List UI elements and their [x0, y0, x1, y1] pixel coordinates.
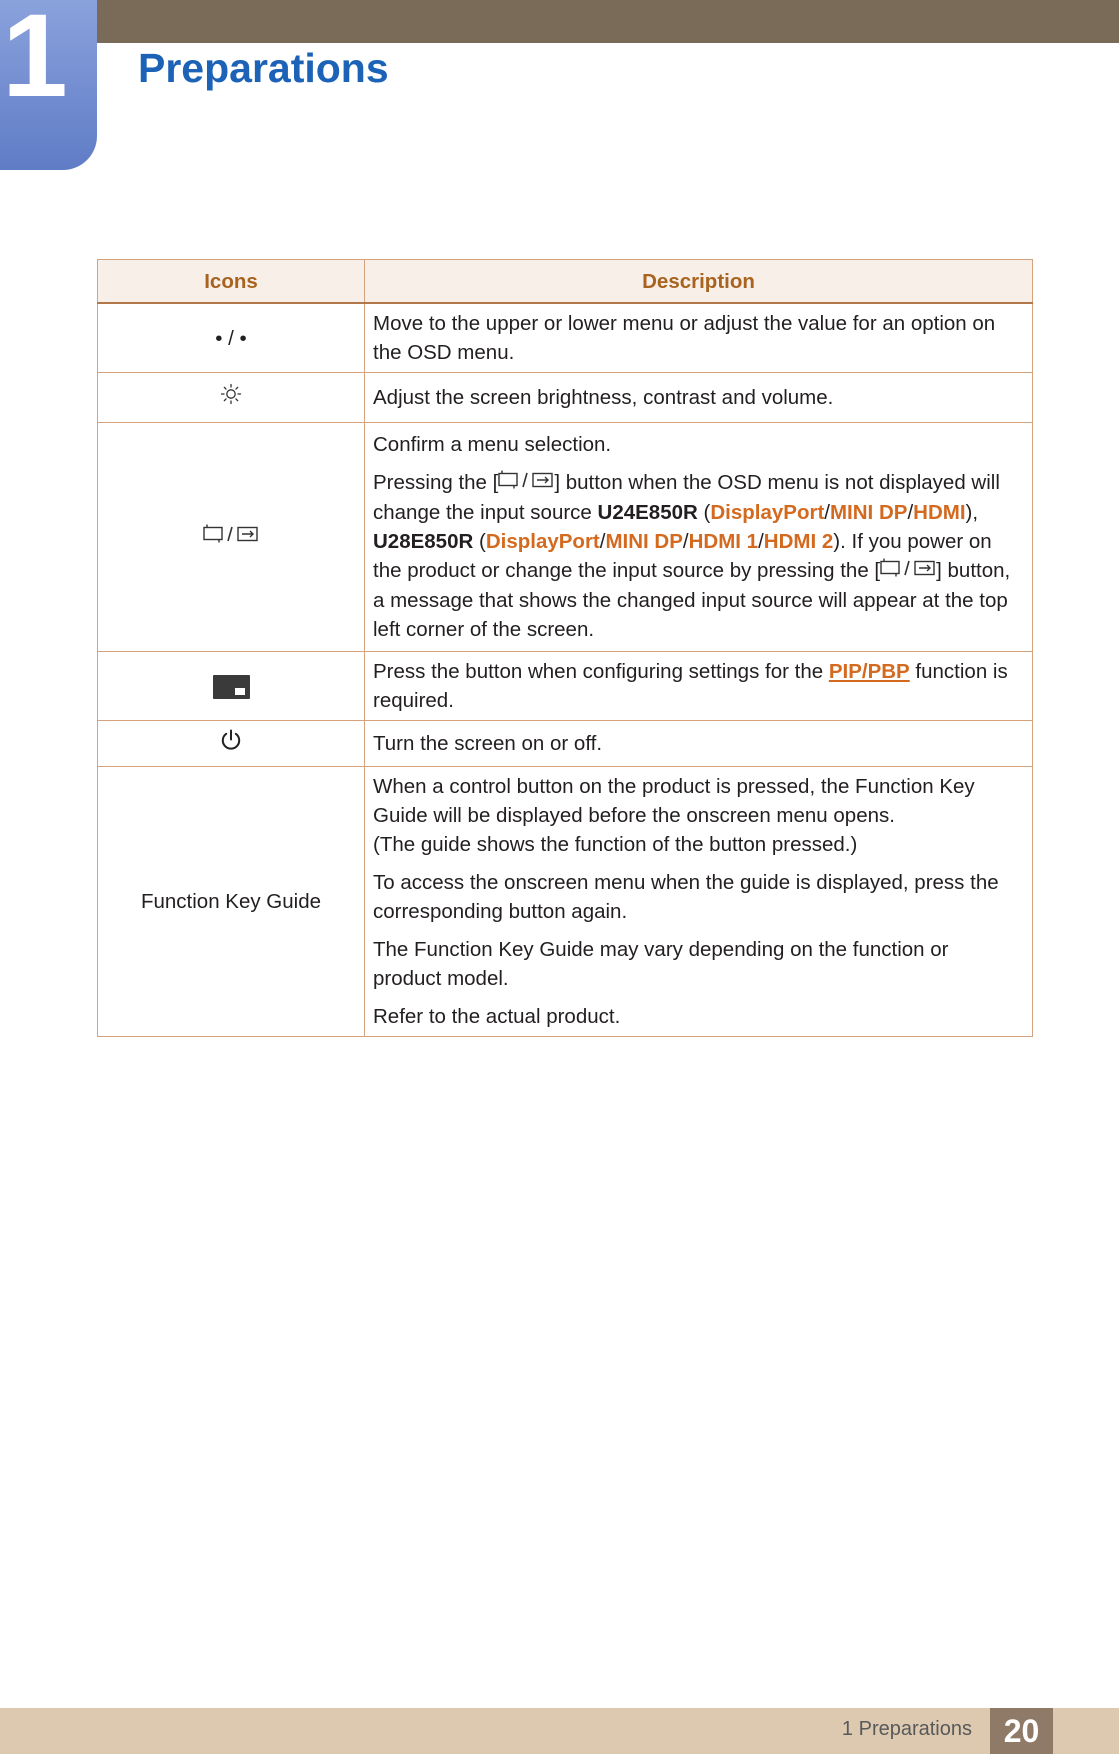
source-enter-icon: [203, 523, 259, 552]
separator: /: [907, 501, 914, 524]
top-bar: [0, 0, 1119, 43]
header-description: Description: [365, 260, 1033, 304]
table-row: [98, 373, 1033, 423]
function-key-guide-label: Function Key Guide: [98, 767, 365, 1037]
page-number: 20: [990, 1708, 1053, 1754]
source-name: HDMI 1: [688, 530, 759, 553]
model-name: U24E850R: [597, 501, 698, 524]
paragraph: Confirm a menu selection.: [373, 432, 612, 456]
up-down-icon: • / •: [98, 303, 365, 373]
separator: /: [599, 530, 606, 553]
text: function is required.: [373, 660, 1008, 712]
row-description: [365, 767, 1033, 1037]
separator: /: [824, 501, 830, 524]
pip-pbp-icon: [213, 675, 250, 699]
source-name: DisplayPort: [485, 530, 600, 553]
source-enter-icon: [498, 469, 554, 498]
paragraph: [373, 772, 1022, 859]
separator: /: [682, 530, 689, 553]
text: (: [697, 501, 711, 524]
table-row: [98, 423, 1033, 652]
table-row: [98, 652, 1033, 721]
text: ).: [833, 530, 846, 553]
source-name: HDMI: [913, 501, 966, 524]
source-name: DisplayPort: [710, 501, 825, 524]
text: Pressing the [: [373, 470, 499, 494]
text: (: [473, 530, 486, 553]
page-title: Preparations: [138, 45, 389, 91]
source-enter-icon: [880, 557, 936, 586]
text: When a control button on the product is pressed, the Function Key Guide will be displayed before the onscreen menu opens.: [373, 775, 975, 827]
separator: /: [758, 530, 764, 553]
table-row: [98, 721, 1033, 767]
paragraph: The Function Key Guide may vary depending on the function or product model.: [373, 938, 949, 990]
chapter-tab: [0, 0, 97, 170]
paragraph: [373, 468, 1022, 644]
pip-pbp-link[interactable]: PIP/PBP: [828, 660, 910, 683]
row-description: [365, 423, 1033, 652]
footer-chapter-label: 1 Preparations: [841, 1718, 972, 1740]
text: ] button when the OSD menu is not displayed will change the input source: [373, 470, 1000, 524]
source-name: MINI DP: [829, 501, 908, 524]
source-name: HDMI 2: [763, 530, 834, 553]
source-name: MINI DP: [605, 530, 683, 553]
text: ] button, a message that shows the changed input source will appear at the top left corner of the screen.: [373, 559, 1011, 642]
text: Press the button when configuring settings for the: [373, 660, 829, 683]
power-icon: [219, 728, 243, 760]
table-row: [98, 303, 1033, 373]
row-description: Move to the upper or lower menu or adjust the value for an option on the OSD menu.: [365, 303, 1033, 373]
row-description: Adjust the screen brightness, contrast and volume.: [365, 373, 1033, 423]
icon-description-table: [97, 259, 1033, 1037]
chapter-number: 1: [2, 0, 68, 122]
text: If you power on the product or change the input source by pressing the [: [373, 530, 992, 582]
model-name: U28E850R: [373, 530, 474, 553]
table-row: [98, 767, 1033, 1037]
header-icons: Icons: [98, 260, 365, 304]
row-description: [365, 652, 1033, 721]
paragraph: To access the onscreen menu when the guide is displayed, press the corresponding button again.: [373, 871, 999, 923]
text: (The guide shows the function of the button pressed.): [373, 833, 858, 856]
table-header-row: [98, 260, 1033, 304]
row-description: Turn the screen on or off.: [365, 721, 1033, 767]
brightness-icon: [220, 383, 242, 413]
paragraph: Refer to the actual product.: [373, 1005, 621, 1028]
text: ),: [965, 501, 979, 524]
